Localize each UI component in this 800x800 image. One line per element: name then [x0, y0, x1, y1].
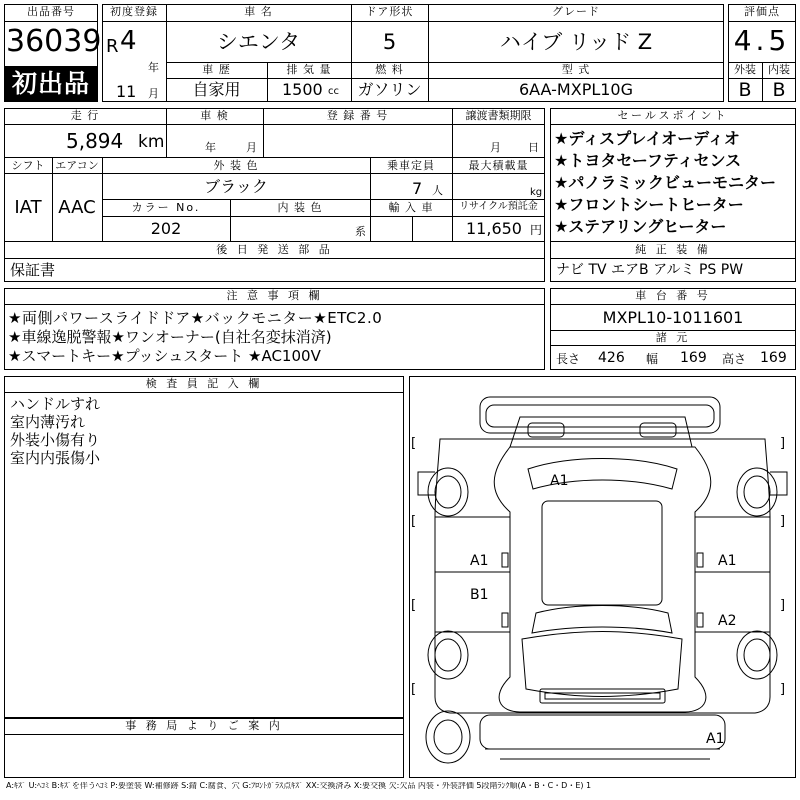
cabin-outline: [494, 447, 711, 712]
spare-tyre: [426, 711, 470, 763]
equipment-label: 純 正 装 備: [635, 243, 711, 256]
door-count: 5: [382, 30, 397, 54]
rear-hatch: [522, 632, 682, 697]
aircon-label: エアコン: [55, 159, 99, 172]
first-reg-label: 初度登録: [110, 5, 158, 18]
damage-mark-left-rear-door: B1: [470, 587, 489, 603]
rear-bumper-outline: [480, 715, 725, 749]
delivery-label: 譲渡書類期限: [465, 109, 532, 122]
insp-year: 年: [205, 141, 216, 154]
note-line: ★両側パワースライドドア★バックモニター★ETC2.0: [8, 309, 383, 327]
note-line: ★スマートキー★プッシュスタート ★AC100V: [8, 347, 321, 365]
inspector-line: 外装小傷有り: [10, 431, 101, 449]
bumper-lines: [485, 749, 720, 759]
dims-label: 諸 元: [655, 331, 691, 344]
fuel-value: ガソリン: [357, 80, 422, 99]
wheel-rear-left: [428, 631, 468, 679]
shift-value: IAT: [14, 197, 42, 218]
era-letter: R: [106, 36, 119, 57]
ext-color-label: 外 装 色: [213, 159, 259, 172]
headlight-left: [528, 423, 564, 437]
mileage-unit: km: [138, 132, 165, 152]
int-color-label: 内 装 色: [277, 201, 323, 214]
sales-point-item: ★パノラミックビューモニター: [554, 173, 777, 192]
fuel-label: 燃 料: [375, 63, 404, 76]
later-parts-label: 後 日 発 送 部 品: [216, 243, 333, 256]
mirror-right: [770, 472, 787, 495]
handle-right-front: [697, 553, 703, 567]
headlight-right: [640, 423, 676, 437]
left-door-lines: [435, 517, 510, 632]
del-month: 月: [490, 141, 501, 154]
shift-label: シフト: [11, 159, 45, 172]
reg-no-label: 登 録 番 号: [326, 109, 389, 122]
del-day: 日: [528, 141, 539, 154]
car-diagram: [409, 376, 796, 778]
displacement-value: 1500: [282, 80, 323, 99]
first-listing-badge: 初出品: [5, 66, 97, 101]
rear-window: [532, 606, 672, 634]
int-label: 内装: [768, 63, 790, 76]
recycle-unit: 円: [530, 223, 543, 237]
load-label: 最大積載量: [468, 159, 529, 172]
width-value: 169: [680, 350, 707, 366]
displacement-unit: cc: [328, 86, 339, 97]
equipment-value: ナビ TV エアB アルミ PS PW: [556, 262, 744, 278]
int-color-unit: 系: [355, 225, 366, 238]
car-name-label: 車 名: [244, 5, 273, 18]
model-label: 型 式: [561, 63, 591, 76]
bracket-right: ]: [780, 682, 786, 697]
damage-mark-hood: A1: [550, 473, 569, 489]
wheel-front-right-inner: [744, 476, 770, 508]
length-value: 426: [598, 350, 625, 366]
handle-left-front: [502, 553, 508, 567]
import-label: 輸 入 車: [388, 201, 434, 214]
legend-text: A:ｷｽﾞ U:ﾍｺﾐ B:ｷｽﾞを伴うﾍｺﾐ P:要塗装 W:補修跡 S:錆 C:腐食、穴 G:ﾌﾛﾝﾄｶﾞﾗｽ点ｷｽﾞ XX:交換済み X:要交換 欠:欠品 内装・外装評価 5段階ﾗﾝｸ順(A・B・C・D・E) 1: [6, 782, 592, 790]
color-no-label: カラー No.: [131, 201, 201, 214]
color-no-value: 202: [150, 219, 182, 238]
aircon-value: AAC: [58, 197, 96, 218]
spare-tyre-inner: [434, 720, 462, 754]
handle-left-rear: [502, 613, 508, 627]
inspector-line: ハンドルすれ: [10, 395, 101, 413]
model-value: 6AA-MXPL10G: [518, 80, 634, 99]
damage-mark-rear-bumper: A1: [706, 731, 725, 747]
note-line: ★車線逸脱警報★ワンオーナー(自社名変抹消済): [8, 328, 332, 346]
wheel-rear-left-inner: [435, 639, 461, 671]
bracket-left: [: [411, 436, 417, 451]
bracket-right: ]: [780, 436, 786, 451]
ext-label: 外装: [734, 63, 756, 76]
score-label: 評価点: [744, 5, 780, 18]
wheel-rear-right: [737, 631, 777, 679]
mileage-value: 5,894: [66, 129, 124, 153]
displacement-label: 排 気 量: [286, 63, 332, 76]
era-year: 4: [120, 26, 137, 56]
height-value: 169: [760, 350, 787, 366]
height-label: 高さ: [722, 352, 747, 366]
roof: [542, 501, 662, 605]
capacity-unit: 人: [432, 184, 443, 197]
load-unit: kg: [530, 187, 543, 198]
bracket-left: [: [411, 598, 417, 613]
car-name: シエンタ: [216, 30, 301, 54]
wheel-front-left: [428, 468, 468, 516]
length-label: 長さ: [556, 352, 581, 366]
year-unit: 年: [148, 61, 159, 74]
inspector-label: 検 査 員 記 入 欄: [145, 377, 263, 390]
door-label: ドア形状: [365, 5, 414, 18]
score-value: 4.5: [733, 24, 791, 57]
history-value: 自家用: [192, 80, 241, 99]
month-unit: 月: [148, 87, 159, 100]
wheel-rear-right-inner: [744, 639, 770, 671]
wheel-front-right: [737, 468, 777, 516]
recycle-label: リサイクル預託金: [459, 201, 538, 212]
recycle-value: 11,650: [466, 219, 522, 238]
ext-color-value: ブラック: [204, 177, 268, 196]
mileage-label: 走 行: [70, 109, 100, 122]
int-grade: B: [772, 79, 786, 101]
sales-point-item: ★ステアリングヒーター: [554, 217, 727, 236]
ext-grade: B: [738, 79, 752, 101]
car-diagram-svg: [410, 377, 795, 777]
damage-mark-right-front-door: A1: [718, 553, 737, 569]
bracket-right: ]: [780, 598, 786, 613]
bracket-left: [: [411, 514, 417, 529]
front-bumper-inner: [486, 405, 714, 427]
bracket-right: ]: [780, 514, 786, 529]
lot-label: 出品番号: [27, 5, 75, 18]
damage-mark-left-front-door: A1: [470, 553, 489, 569]
history-label: 車 歴: [202, 63, 231, 76]
chassis-number: MXPL10-1011601: [602, 308, 744, 327]
capacity-label: 乗車定員: [387, 159, 435, 172]
windshield-upper: [510, 417, 692, 447]
capacity-value: 7: [412, 179, 423, 198]
inspector-line: 室内内張傷小: [10, 449, 101, 467]
notes-label: 注 意 事 項 欄: [226, 289, 323, 302]
chassis-label: 車 台 番 号: [635, 289, 711, 302]
bracket-left: [: [411, 682, 417, 697]
mirror-left: [418, 472, 435, 495]
later-parts-value: 保証書: [10, 261, 56, 279]
inspection-label: 車 検: [200, 109, 229, 122]
reg-month: 11: [116, 82, 137, 101]
insp-month: 月: [246, 141, 257, 154]
lot-number: 36039: [6, 24, 102, 59]
office-label: 事 務 局 よ り ご 案 内: [125, 719, 283, 732]
grade-value: ハイブ リッド Z: [499, 30, 653, 54]
sales-point-item: ★ディスプレイオーディオ: [554, 129, 740, 148]
sales-point-item: ★フロントシートヒーター: [554, 195, 744, 214]
inspector-line: 室内薄汚れ: [10, 413, 86, 431]
grade-label: グレード: [552, 5, 600, 18]
sales-point-item: ★トヨタセーフティセンス: [554, 151, 742, 170]
wheel-front-left-inner: [435, 476, 461, 508]
width-label: 幅: [646, 352, 659, 366]
damage-mark-right-rear-door: A2: [718, 613, 737, 629]
sales-points-label: セールスポイント: [617, 109, 729, 122]
handle-right-rear: [697, 613, 703, 627]
